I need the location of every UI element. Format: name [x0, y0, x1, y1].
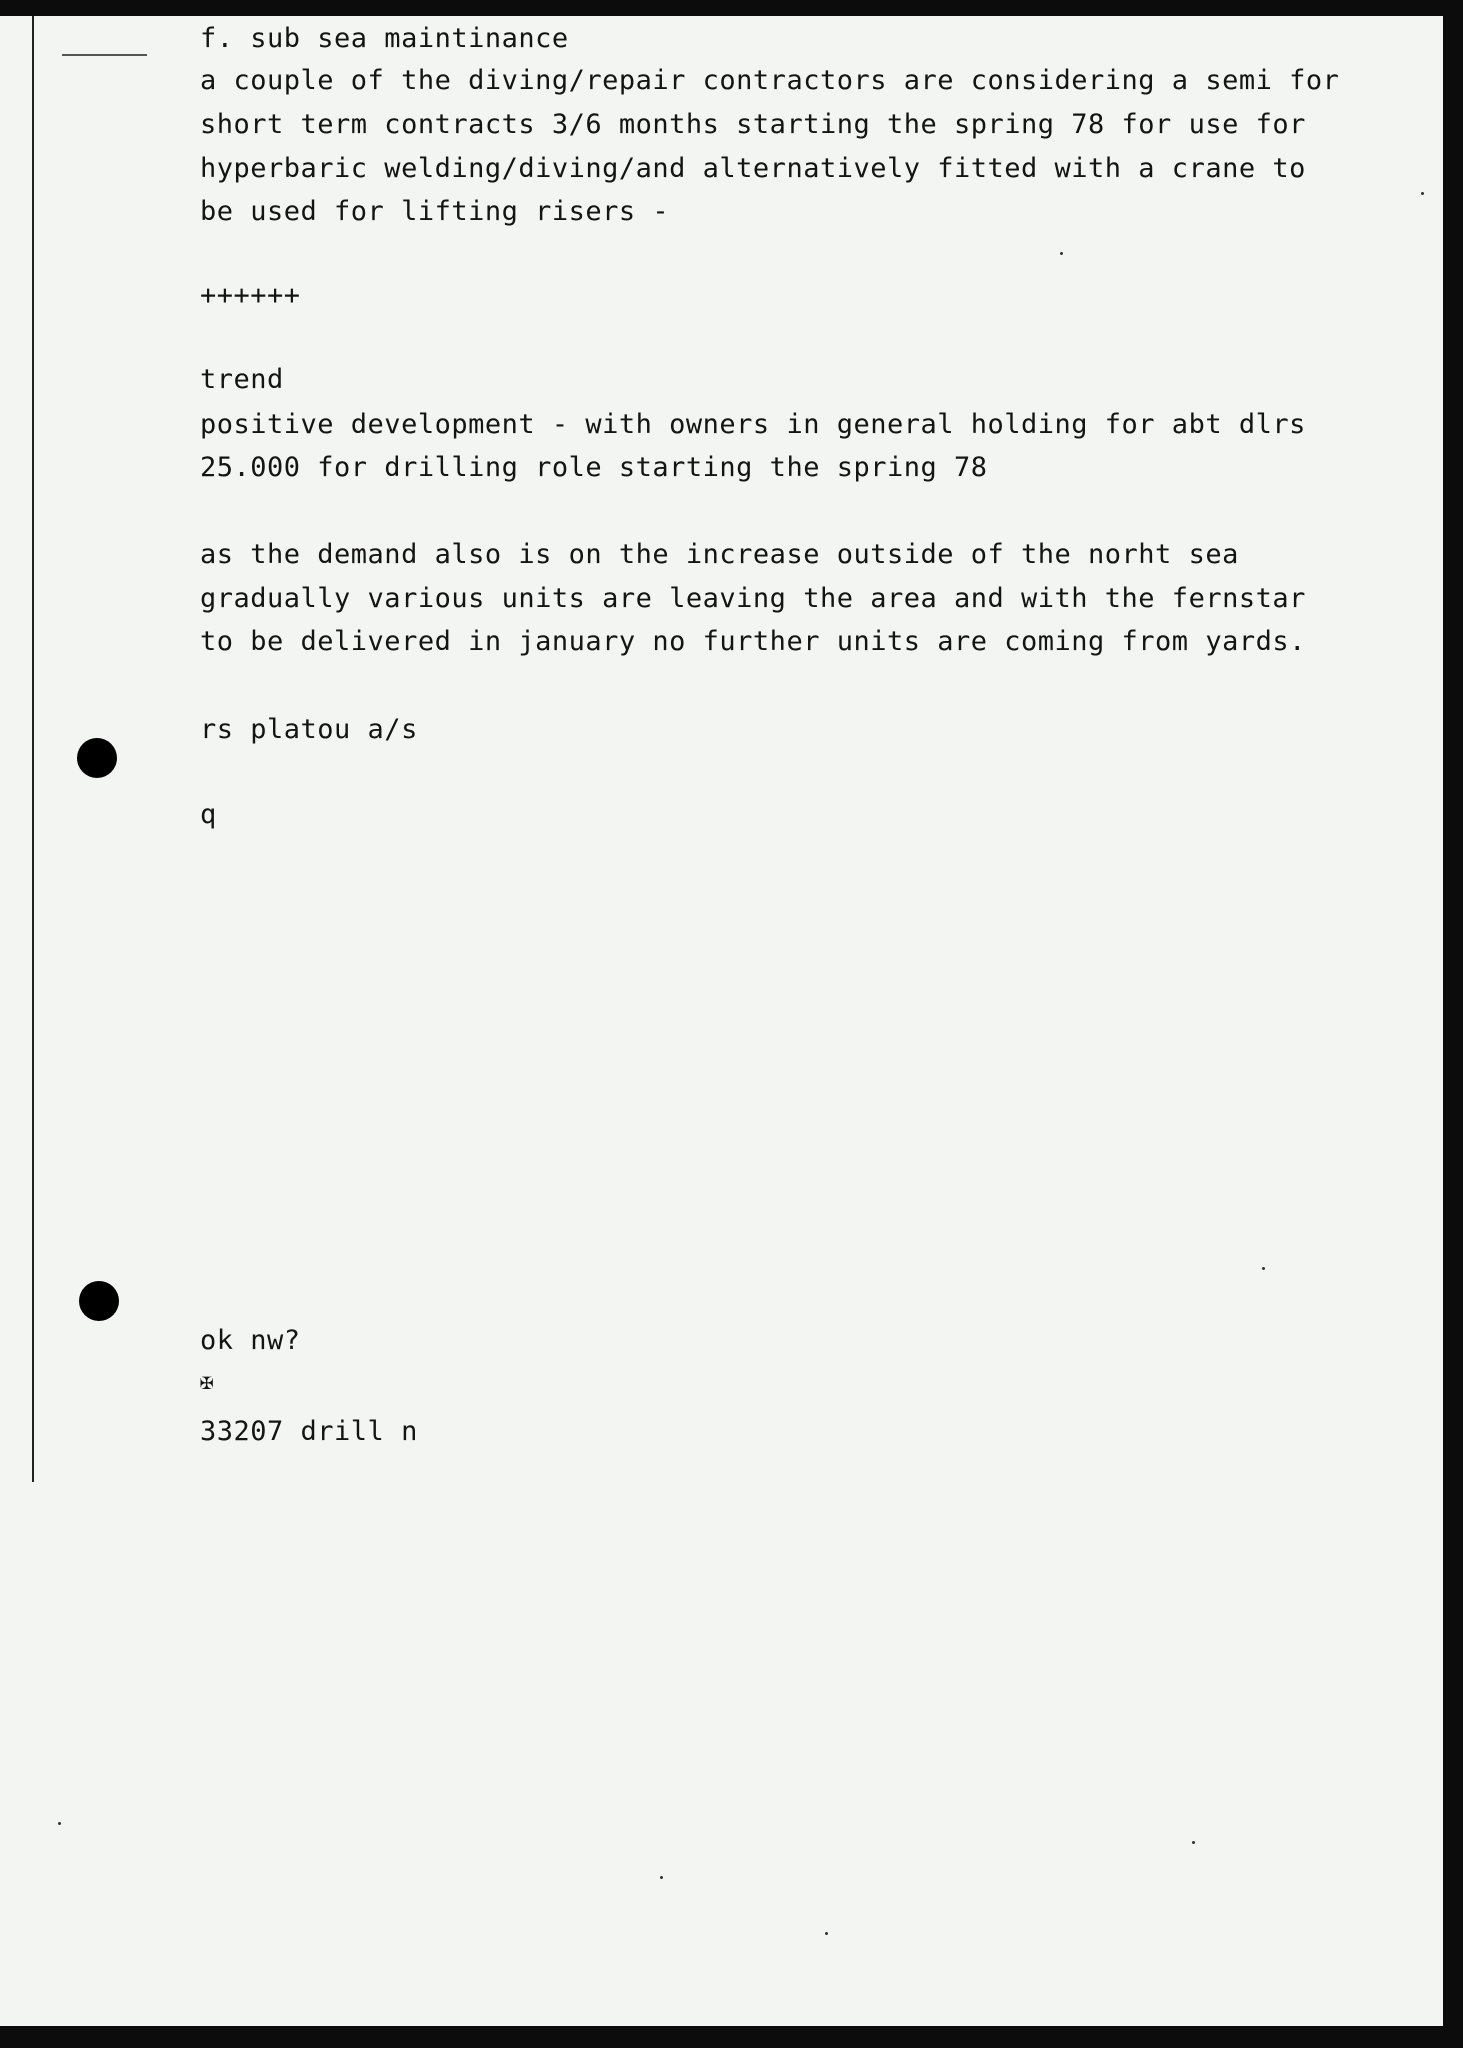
punch-hole-icon — [77, 738, 117, 778]
margin-mark — [62, 54, 147, 56]
paragraph2-line: 25.000 for drilling role starting the spring 78 — [200, 452, 988, 483]
signature: rs platou a/s — [200, 714, 418, 745]
paragraph3-line: to be delivered in january no further units are coming from yards. — [200, 626, 1306, 657]
speck — [1262, 1267, 1265, 1270]
document-page — [0, 16, 1443, 2026]
paragraph2-line: positive development - with owners in general holding for abt dlrs — [200, 409, 1306, 440]
cross-icon: ✠ — [200, 1370, 214, 1395]
punch-hole-icon — [79, 1281, 119, 1321]
speck — [1060, 252, 1063, 255]
paragraph1-line: a couple of the diving/repair contractors are considering a semi for — [200, 65, 1340, 96]
answerback-code: 33207 drill n — [200, 1416, 418, 1447]
speck — [825, 1932, 828, 1935]
separator: ++++++ — [200, 280, 301, 311]
margin-rule — [32, 16, 34, 1482]
speck — [58, 1822, 61, 1825]
trend-heading: trend — [200, 364, 284, 395]
paragraph1-line: be used for lifting risers - — [200, 196, 670, 227]
paragraph1-line: hyperbaric welding/diving/and alternatively fitted with a crane to — [200, 153, 1306, 184]
speck — [1192, 1841, 1195, 1844]
paragraph3-line: as the demand also is on the increase outside of the norht sea — [200, 539, 1239, 570]
section-heading: f. sub sea maintinance — [200, 23, 569, 54]
speck — [1421, 192, 1424, 195]
paragraph3-line: gradually various units are leaving the area and with the fernstar — [200, 583, 1306, 614]
footer-question: ok nw? — [200, 1325, 301, 1356]
paragraph1-line: short term contracts 3/6 months starting the spring 78 for use for — [200, 109, 1306, 140]
end-mark: q — [200, 799, 217, 830]
speck — [660, 1876, 663, 1879]
